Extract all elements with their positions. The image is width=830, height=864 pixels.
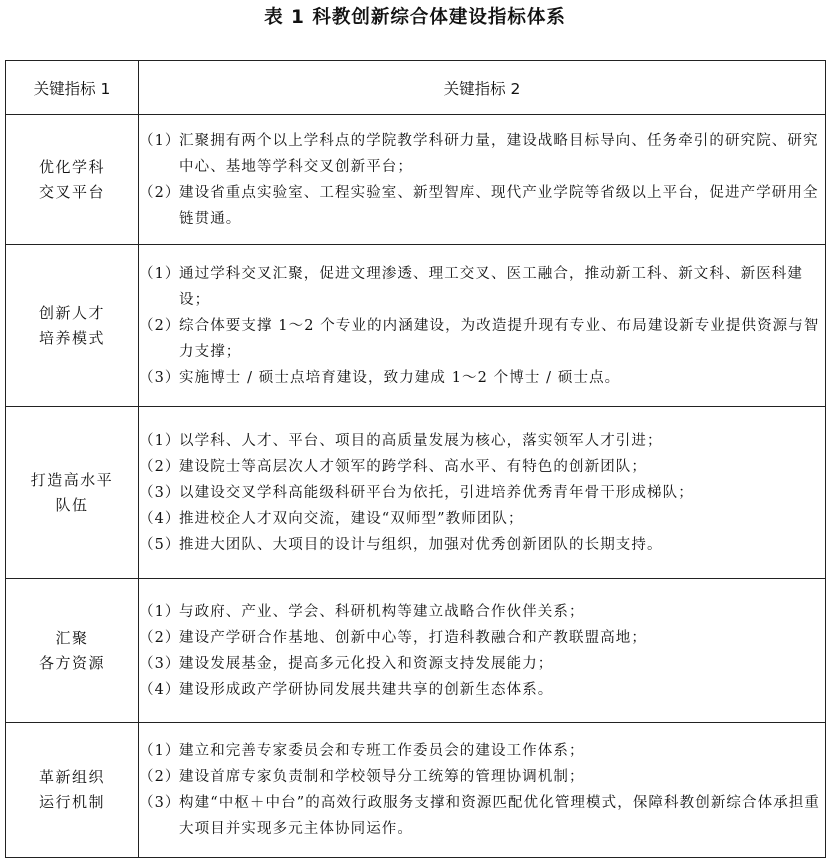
item-number: （1） — [139, 265, 181, 282]
item-text: 构建“中枢＋中台”的高效行政服务支撑和资源匹配优化管理模式，保障科教创新综合体承担重大项目并实现多元主体协同运作。 — [179, 795, 821, 837]
item-number: （5） — [139, 536, 181, 553]
indicator-table — [5, 60, 826, 858]
table-title: 表 1 科教创新综合体建设指标体系 — [264, 7, 566, 28]
item-text: 建设产学研合作基地、创新中心等，打造科教融合和产教联盟高地； — [179, 629, 647, 646]
item-number: （1） — [139, 432, 181, 449]
item-text: 以建设交叉学科高能级科研平台为依托，引进培养优秀青年骨干形成梯队； — [179, 484, 694, 501]
table-row — [6, 407, 826, 579]
item-number: （3） — [139, 795, 181, 811]
list-item — [139, 313, 825, 365]
key-indicator-2-cell — [139, 245, 826, 407]
key-indicator-1-cell — [6, 245, 139, 407]
key-indicator-2-cell — [139, 115, 826, 245]
item-number: （2） — [139, 629, 181, 646]
list-item — [139, 599, 825, 625]
list-item — [139, 261, 825, 313]
item-text: 建设省重点实验室、工程实验室、新型智库、现代产业学院等省级以上平台，促进产学研用全链贯通。 — [179, 184, 819, 227]
item-number: （1） — [139, 743, 181, 759]
list-item — [139, 454, 825, 480]
key-indicator-1-cell — [6, 115, 139, 245]
indicator-line: 队伍 — [55, 495, 89, 514]
item-number: （3） — [139, 484, 181, 501]
item-text: 建设发展基金，提高多元化投入和资源支持发展能力； — [179, 655, 554, 672]
key-indicator-2-cell — [139, 407, 826, 579]
item-number: （3） — [139, 655, 181, 672]
list-item — [139, 180, 825, 232]
table-row — [6, 723, 826, 858]
table-row — [6, 245, 826, 407]
key-indicator-1-cell — [6, 407, 139, 579]
list-item — [139, 651, 825, 677]
item-text: 建设首席专家负责制和学校领导分工统筹的管理协调机制； — [179, 769, 585, 785]
indicator-line: 打造高水平 — [30, 470, 114, 489]
indicator-line: 革新组织 — [38, 768, 105, 786]
item-text: 建立和完善专家委员会和专班工作委员会的建设工作体系； — [179, 743, 585, 759]
item-number: （2） — [139, 769, 181, 785]
item-text: 推进校企人才双向交流，建设“双师型”教师团队； — [179, 510, 524, 527]
table-header-row — [6, 61, 826, 115]
header-key-indicator-2: 关键指标 2 — [139, 61, 826, 115]
header-key-indicator-1: 关键指标 1 — [6, 61, 139, 115]
item-text: 实施博士 / 硕士点培育建设，致力建成 1～2 个博士 / 硕士点。 — [179, 369, 621, 386]
indicator-line: 汇聚 — [55, 628, 89, 647]
key-indicator-2-cell — [139, 579, 826, 723]
table-row — [6, 579, 826, 723]
item-number: （4） — [139, 510, 181, 527]
item-text: 建设形成政产学研协同发展共建共享的创新生态体系。 — [179, 681, 554, 698]
item-number: （3） — [139, 369, 181, 386]
item-number: （2） — [139, 458, 181, 475]
list-item — [139, 677, 825, 703]
list-item — [139, 790, 825, 842]
list-item — [139, 532, 825, 558]
item-text: 推进大团队、大项目的设计与组织，加强对优秀创新团队的长期支持。 — [179, 536, 663, 553]
item-text: 通过学科交叉汇聚，促进文理渗透、理工交叉、医工融合，推动新工科、新文科、新医科建设； — [179, 265, 803, 308]
list-item — [139, 738, 825, 764]
list-item — [139, 506, 825, 532]
item-number: （2） — [139, 184, 181, 201]
list-item — [139, 428, 825, 454]
list-item — [139, 764, 825, 790]
item-text: 汇聚拥有两个以上学科点的学院教学科研力量，建设战略目标导向、任务牵引的研究院、研究中心、基地等学科交叉创新平台； — [179, 132, 819, 175]
list-item — [139, 625, 825, 651]
item-text: 建设院士等高层次人才领军的跨学科、高水平、有特色的创新团队； — [179, 458, 647, 475]
key-indicator-1-cell — [6, 723, 139, 858]
item-text: 与政府、产业、学会、科研机构等建立战略合作伙伴关系； — [179, 603, 585, 620]
list-item — [139, 480, 825, 506]
item-number: （1） — [139, 603, 181, 620]
indicator-line: 优化学科 — [38, 157, 105, 176]
item-number: （4） — [139, 681, 181, 698]
indicator-line: 交叉平台 — [38, 182, 105, 201]
item-text: 综合体要支撑 1～2 个专业的内涵建设，为改造提升现有专业、布局建设新专业提供资源与智力支撑； — [179, 317, 820, 360]
list-item — [139, 365, 825, 391]
item-text: 以学科、人才、平台、项目的高质量发展为核心，落实领军人才引进； — [179, 432, 663, 449]
key-indicator-2-cell — [139, 723, 826, 858]
indicator-line: 创新人才 — [38, 303, 105, 322]
indicator-line: 各方资源 — [38, 653, 105, 672]
item-number: （2） — [139, 317, 181, 334]
indicator-line: 运行机制 — [38, 793, 105, 811]
item-number: （1） — [139, 132, 181, 149]
key-indicator-1-cell — [6, 579, 139, 723]
table-row — [6, 115, 826, 245]
list-item — [139, 128, 825, 180]
indicator-line: 培养模式 — [38, 328, 105, 347]
